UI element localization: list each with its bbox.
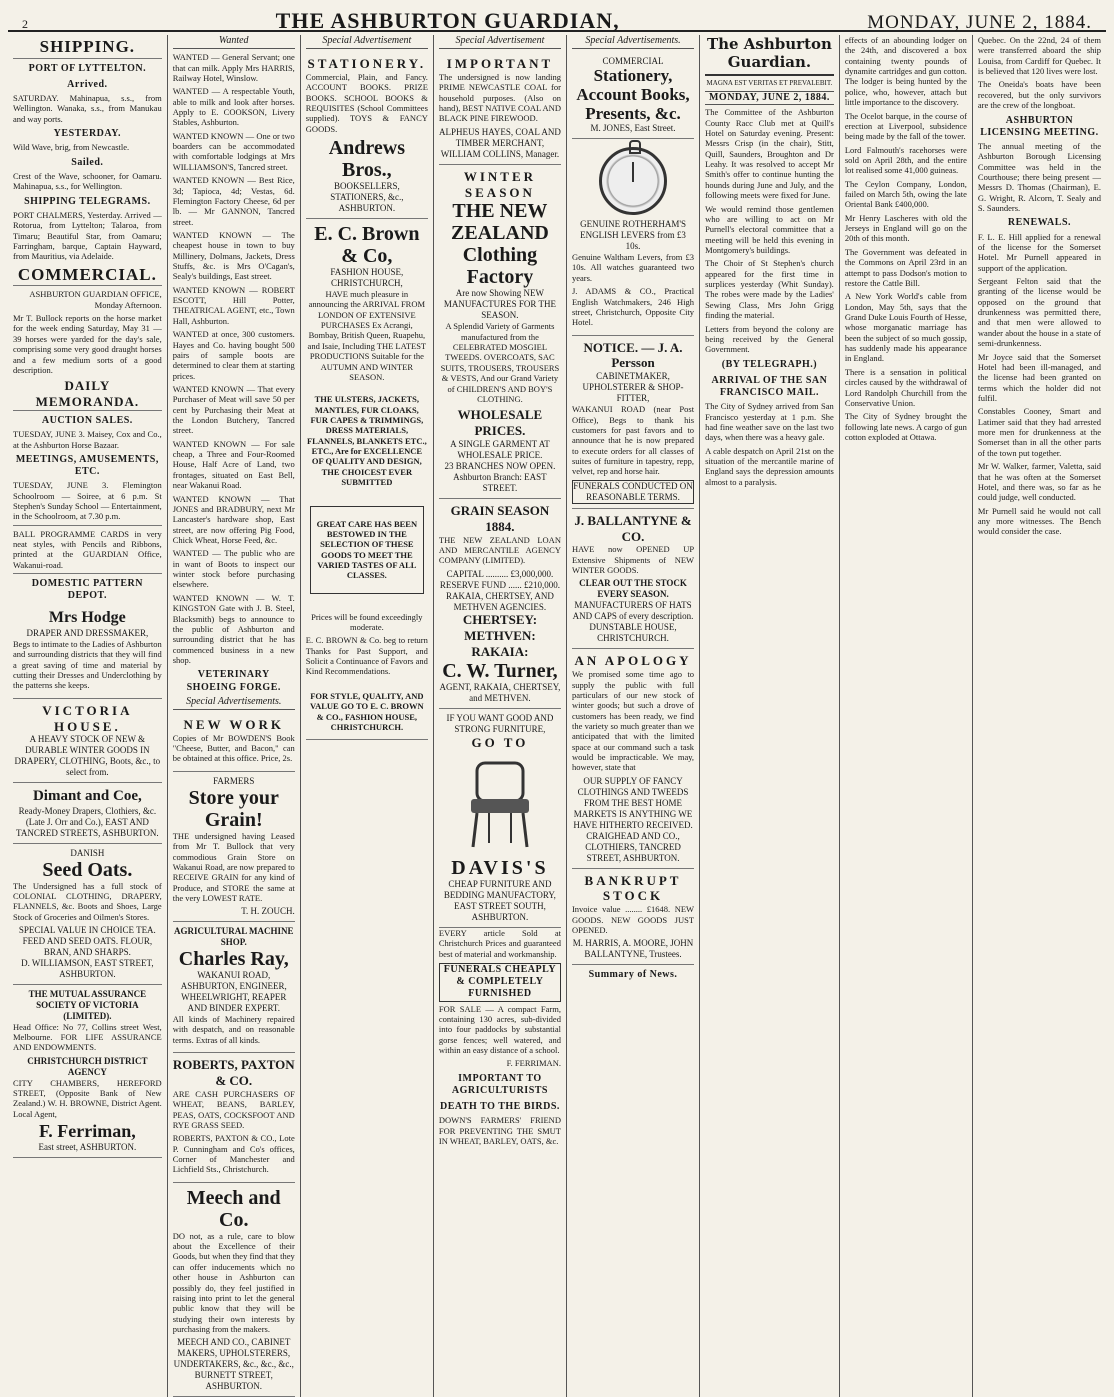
news-paragraph: Quebec. On the 22nd, 24 of them were transferred aboard the ship Louisa, from Cardiff for Quebec. It is believed that 120 lives were lost. — [977, 35, 1101, 77]
column-heading-special-3: Special Advertisements. — [572, 35, 694, 49]
commercial-byline: ASHBURTON GUARDIAN OFFICE, Monday Afternoon. — [29, 289, 162, 310]
arrived-heading: Arrived. — [67, 78, 108, 90]
news-paragraph: Lord Falmouth's racehorses were sold on April 28th, and the entire lot realised some 41,000 guineas. — [844, 144, 967, 176]
roberts-paxton-ad — [173, 1053, 295, 1183]
sf-mail-heading: ARRIVAL OF THE SAN FRANCISCO MAIL. — [711, 374, 828, 398]
special-tea: SPECIAL VALUE IN CHOICE TEA. — [18, 924, 156, 935]
farmers-label: FARMERS — [213, 775, 255, 786]
meech-name: Meech and Co. — [186, 1186, 281, 1231]
turner-sub: AGENT, RAKAIA, CHERTSEY, and METHVEN. — [439, 682, 561, 704]
commercial-text: Mr T. Bullock reports on the horse market for the week ending Saturday, May 31 — 39 horses were yarded for the day's sale, comprising some very good draught horses and a few medium sorts of a good description. — [13, 313, 162, 375]
brown-prices: Prices will be found exceedingly moderate. — [311, 611, 423, 633]
news-paragraph: Mr Henry Lascheres with old the Jerseys in England will go on the 20th of this month. — [844, 212, 967, 244]
jones-stationery-ad — [572, 52, 694, 139]
loan-title: THE NEW ZEALAND LOAN AND MERCANTILE AGENCY COMPANY (LIMITED). — [438, 534, 561, 566]
sailed-heading: Sailed. — [71, 156, 104, 168]
special-ads-heading: Special Advertisements. — [173, 696, 295, 710]
andrews-trade: BOOKSELLERS, STATIONERS, &c., ASHBURTON. — [330, 181, 404, 214]
factory-sub: Are now Showing NEW MANUFACTURES FOR THE SEASON. — [443, 288, 557, 321]
motto: MAGNA EST VERITAS ET PREVALEBIT. — [706, 78, 833, 87]
coal-ad — [439, 52, 561, 165]
column-heading-special: Special Advertisement — [306, 35, 428, 49]
hats-caps: MANUFACTURERS OF HATS AND CAPS of every description. — [572, 600, 694, 622]
ray-trade: WAKANUI ROAD, ASHBURTON, ENGINEER, WHEELWRIGHT, REAPER AND BINDER EXPERT. — [180, 970, 287, 1014]
craighead-sign: CRAIGHEAD AND CO., CLOTHIERS, TANCRED STREET, ASHBURTON. — [585, 830, 681, 863]
victoria-text: A HEAVY STOCK OF NEW & DURABLE WINTER GOODS IN DRAPERY, CLOTHING, Boots, &c., to select from. — [14, 734, 161, 778]
news-paragraph: There is a sensation in political circles caused by the withdrawal of Lord Randolph Churchill from the Conservative Union. — [844, 366, 967, 408]
column-jones — [567, 35, 700, 1397]
stationery-text: Commercial, Plain, and Fancy. ACCOUNT BOOKS. PRIZE BOOKS. SCHOOL BOOKS & REQUISITES (School Committees supplied). TOYS & FANCY GOODS. — [305, 72, 428, 134]
agri-heading: IMPORTANT TO AGRICULTURISTS — [451, 1072, 548, 1097]
branches: 23 BRANCHES NOW OPEN. — [444, 460, 556, 471]
seed-oats-title: Seed Oats. — [42, 858, 133, 881]
apology-text: We promised some time ago to supply the public with full particulars of our new stock of winter goods; but such a drove of customers has been ready, we find the variety so much greater than we anticipated that with the limited space at our command such a task would be impracticable. We may, however, state that — [571, 669, 695, 773]
ballantyne-ad — [572, 509, 694, 650]
branch-address: Ashburton Branch: EAST STREET. — [453, 471, 547, 493]
brown-house: FASHION HOUSE, CHRISTCHURCH, — [330, 267, 404, 289]
meech-text: DO not, as a rule, care to blow about the Excellence of their Goods, but when they find that they can offer inducements which no other house in Ashburton can possibly do, they feel justified in raising into print to let the general public know that they will be studying their own interests by purchasing from the makers. — [172, 1230, 295, 1334]
wanted-ad: WANTED KNOWN — That JONES and BRADBURY, next Mr Lancaster's hardware shop, East street, are now offering Pig Food, Chick Wheat, Horse Feed, &c. — [172, 493, 295, 545]
district-text: CITY CHAMBERS, HEREFORD STREET, (Opposite Bank of New Zealand.) W. H. BROWNE, District Agent. Local Agent, — [13, 1077, 162, 1119]
sailed-text: Crest of the Wave, schooner, for Oamaru. Mahinapua, s.s., for Wellington. — [13, 170, 162, 192]
ray-ad — [173, 922, 295, 1053]
brown-list: THE ULSTERS, JACKETS, MANTLES, FUR CLOAKS, FUR CAPES & TRIMMINGS, DRESS MATERIALS, FLANNELS, BLANKETS ETC., ETC., Are for EXCELLENCE OF QUALITY AND DESIGN, THE CHOICEST EVER SUBMITTED — [306, 394, 427, 488]
brown-style: FOR STYLE, QUALITY, AND VALUE GO TO E. C. BROWN & CO., FASHION HOUSE, CHRISTCHURCH. — [310, 690, 424, 732]
notice-text: WAKANUI ROAD (near Post Office), Begs to thank his customers for past favors and to announce that he is now prepared to execute orders for all classes of suites of furniture in tapestry, repp, velvet, rep and horse hair. — [571, 404, 695, 477]
hodge-name: Mrs Hodge — [48, 609, 126, 627]
column-heading-wanted: Wanted — [173, 35, 295, 49]
column-editorial — [700, 35, 840, 1397]
ferriman-sign: F. FERRIMAN. — [506, 1058, 561, 1069]
meetings-text: TUESDAY, JUNE 3. Flemington Schoolroom — Soiree, at 6 p.m. St Stephen's Sunday School — Entertainment, in the Schoolroom, at 7.30 p.m. — [13, 480, 162, 522]
wanted-ad: WANTED KNOWN — The cheapest house in town to buy Millinery, Dolmans, Jackets, Dress Stuffs, &c. is Mrs O'Cagan's, Sealy's buildings, East street. — [172, 229, 295, 282]
ball-cards-ad: BALL PROGRAMME CARDS in very neat styles, with Pencils and Ribbons, printed at the GUARDIAN Office, Wakanui-road. — [13, 528, 162, 570]
brown-box — [310, 506, 424, 594]
hodge-ad — [13, 604, 162, 698]
renewals-heading: RENEWALS. — [1007, 217, 1072, 229]
mutual-title: THE MUTUAL ASSURANCE SOCIETY OF VICTORIA (LIMITED). — [28, 988, 147, 1021]
new-work-title: NEW WORK — [183, 716, 284, 732]
single-garment: A SINGLE GARMENT AT WHOLESALE PRICE. — [450, 438, 550, 460]
news-paragraph: The Oneida's boats have been recovered, but the only survivors are the crew of the longboat. — [977, 79, 1101, 111]
stationery-ad — [306, 52, 428, 219]
pocket-watch-illustration — [599, 147, 667, 215]
factory-text: A Splendid Variety of Garments manufactured from the CELEBRATED MOSGIEL TWEEDS. OVERCOATS, SAC SUITS, TROUSERS, TROUSERS & VESTS, And our Grand Variety of CHILDREN'S AND BOY'S CLOTHING. — [440, 321, 560, 404]
waltham-text: Genuine Waltham Levers, from £3 10s. All watches guaranteed two years. — [571, 252, 695, 283]
licensing-text: The annual meeting of the Ashburton Borough Licensing Committee was held in the Courthouse; there being present — Messrs D. Thomas (Chairman), E. G. Wright, R. Alcorn, T. Sealy and S. Saunders. — [977, 140, 1101, 214]
telegrams-heading: SHIPPING TELEGRAMS. — [24, 195, 151, 207]
meech-footer: MEECH AND CO., CABINET MAKERS, UPHOLSTERERS, UNDERTAKERS, &c., &c., &c., BURNETT STREET, ASHBURTON. — [173, 1337, 294, 1392]
want-furniture: IF YOU WANT GOOD AND STRONG FURNITURE, — [446, 713, 554, 734]
apology-title: AN APOLOGY — [574, 653, 692, 669]
licensing-paragraph: Constables Cooney, Smart and Latimer said that they had arrested more men for drunkenness at the Somerset than in all the other parts of the town put together. — [977, 406, 1101, 458]
auction-text: TUESDAY, JUNE 3. Maisey, Cox and Co., at the Ashburton Horse Bazaar. — [13, 429, 162, 450]
smut-text: DOWN'S FARMERS' FRIEND FOR PREVENTING THE SMUT IN WHEAT, BARLEY, OATS, &c. — [438, 1115, 561, 1147]
andrews-name: Andrews Bros., — [328, 137, 405, 182]
turner-name: C. W. Turner, — [442, 660, 558, 683]
danish-label: DANISH — [70, 847, 105, 858]
wholesale-title: WHOLESALE PRICES. — [457, 407, 543, 439]
davis-name: DAVIS'S — [451, 857, 549, 880]
news-paragraph: A New York World's cable from London, May 5th, says that the Grand Duke Louis Fourth of Hesse, whose morganatic marriage has been the subject of so much gossip, has suddenly made his appearance in England. — [844, 291, 967, 364]
bankrupt-ad — [572, 869, 694, 966]
store-grain-text: THE undersigned having Leased from Mr T. Bullock that very commodious Grain Store on Wakanui Road, are now prepared to RECEIVE GRAIN for any kind of Produce, and STORE the same at the very LOWEST RATE. — [172, 830, 295, 903]
bankrupt-text: Invoice value ........ £1648. NEW GOODS. NEW GOODS JUST OPENED. — [571, 904, 695, 935]
commercial-label: COMMERCIAL — [602, 56, 664, 67]
ray-text: All kinds of Machinery repaired with despatch, and on reasonable terms. Extras of all kinds. — [172, 1014, 295, 1045]
editorial-date: MONDAY, JUNE 2, 1884. — [705, 91, 834, 105]
masthead — [8, 6, 1106, 32]
news-paragraph: The Ceylon Company, London, failed on March 5th, owing the late Oriental Bank £400,000. — [844, 178, 967, 210]
dimant-name: Dimant and Coe, — [32, 788, 142, 805]
victoria-title: VICTORIA HOUSE. — [42, 702, 133, 734]
column-clothing — [434, 35, 567, 1397]
summary-heading: Summary of News. — [588, 969, 678, 981]
hodge-text: Begs to intimate to the Ladies of Ashburton and surrounding districts that they will find a great saving of time and material by cutting their Dresses and Underclothing by the patterns she keeps. — [13, 638, 162, 691]
methven: METHVEN: — [464, 628, 536, 644]
licensing-paragraph: Mr W. Walker, farmer, Valetta, said that he was often at the Somerset Hotel, and there was, so far as he could judge, well conducted. — [977, 461, 1101, 503]
brown-text: HAVE much pleasure in announcing the ARRIVAL FROM LONDON OF EXTENSIVE PURCHASES Ex Acrangi, Bombay, British Queen, Ruapehu, and Isaie, Including THE LATEST PRODUCTIONS Suitable for the AUTUMN AND WINTER SEASON. — [307, 289, 427, 382]
news-paragraph: The City of Sydney brought the following late news. A cargo of gun cotton exploded at Ottawa. — [844, 411, 967, 442]
apology-ad — [572, 649, 694, 868]
dimant-text: Ready-Money Drapers, Clothiers, &c. (Late J. Orr and Co.), EAST AND TANCRED STREETS, ASHBURTON. — [16, 805, 159, 838]
winter-season: WINTER SEASON — [463, 168, 537, 200]
auction-heading: AUCTION SALES. — [41, 414, 133, 426]
editorial-paragraph: The Choir of St Stephen's church appeared for the first time in surplices yesterday (Whit Sunday). The robes were made by the Ladies' Sewing Class, Mrs John Grigg finding the material. — [705, 258, 834, 321]
roberts-title: ROBERTS, PAXTON & CO. — [172, 1057, 295, 1089]
telegrams-text: PORT CHALMERS, Yesterday. Arrived — Rotorua, from Lyttelton; Talaroa, from Timaru; Beautiful Star, from Oamaru; Farringham, barque, Captain Hayward, from Mauritius, via Adelaide. — [13, 209, 162, 262]
trustees: M. HARRIS, A. MOORE, JOHN BALLANTYNE, Trustees. — [572, 938, 694, 960]
yesterday-text: Wild Wave, brig, from Newcastle. — [13, 142, 130, 153]
brown-footer: E. C. BROWN & Co. beg to return Thanks for Past Support, and Solicit a Continuance of Favors and Kind Recommendations. — [305, 635, 428, 677]
alpheus-sign: ALPHEUS HAYES, COAL AND TIMBER MERCHANT, WILLIAM COLLINS, Manager. — [439, 126, 561, 159]
column-news — [840, 35, 973, 1397]
every-article: EVERY article Sold at Christchurch Prices and guaranteed best of material and workmanship. — [438, 928, 561, 959]
go-to: GO TO — [471, 734, 529, 750]
mutual-assurance-ad — [13, 985, 162, 1158]
chair-illustration — [457, 755, 543, 851]
ballantyne-name: J. BALLANTYNE & CO. — [574, 512, 692, 544]
funerals-reasonable: FUNERALS CONDUCTED ON REASONABLE TERMS. — [573, 480, 693, 502]
news-paragraph: The Government was defeated in the Commons on April 23rd in an attempt to pass Dodson's motion to restore the Cattle Bill. — [844, 246, 967, 288]
dimant-ad — [13, 783, 162, 843]
agencies: RAKAIA, CHERTSEY, AND METHVEN AGENCIES. — [446, 590, 554, 612]
issue-date: MONDAY, JUNE 2, 1884. — [867, 12, 1092, 33]
wanted-ad: WANTED KNOWN — Best Rice, 3d; Tapioca, 4d; Vestas, 6d. Flemington Factory Cheese, 6d per lb. — Mr GANNON, Tancred street. — [172, 175, 295, 227]
port-heading: PORT OF LYTTELTON. — [28, 62, 147, 74]
clear-out: CLEAR OUT THE STOCK EVERY SEASON. — [579, 578, 687, 600]
dunstable-house: DUNSTABLE HOUSE, CHRISTCHURCH. — [589, 622, 677, 644]
chertsey: CHERTSEY: — [462, 612, 538, 628]
vet-forge-heading: VETERINARY SHOEING FORGE. — [186, 669, 281, 693]
hodge-trade: DRAPER AND DRESSMAKER, — [26, 628, 149, 638]
licensing-paragraph: Mr Joyce said that the Somerset Hotel had been ill-managed, and the license had been granted on terms which the holder did not fulfil. — [977, 351, 1101, 403]
watch-ad — [572, 139, 694, 335]
meech-ad — [173, 1183, 295, 1397]
guardian-masthead: The Ashburton Guardian. — [705, 35, 834, 76]
column-wanted — [168, 35, 301, 1397]
licensing-paragraph: Sergeant Felton said that the granting of the license would be opposed on the ground that drunkenness was permitted there, and that men were allowed to wander about the house in a state of semi-drunkenness. — [977, 276, 1101, 349]
wanted-ad: WANTED at once, 300 customers. Hayes and Co. having bought 500 pairs of sample boots are determined to clear them at starting prices. — [172, 329, 295, 381]
page-number: 2 — [22, 17, 28, 31]
bankrupt-title: BANKRUPT STOCK — [584, 872, 682, 904]
wanted-ad: WANTED KNOWN — One or two boarders can be accommodated with comfortable lodgings at Mrs WILLIAMSON'S, Tancred street. — [172, 130, 295, 172]
wanted-ad: WANTED KNOWN — For sale cheap, a Three and Four-Roomed House, Half Acre of Land, two frontages, situated on East Bell, near Wakanui Road. — [172, 438, 295, 491]
editorial-paragraph: Letters from beyond the colony are being received by the General Government. — [705, 323, 834, 355]
roberts-footer: ROBERTS, PAXTON & CO., Lote P. Cunningham and Co's offices, Corner of Manchester and Lichfield Sts., Christchurch. — [172, 1133, 295, 1175]
wanted-ad: WANTED KNOWN — W. T. KINGSTON Gate with J. B. Steel, Blacksmith) begs to announce to the public of Ashburton and surrounding district that he has commenced business in a new shop. — [172, 592, 295, 665]
yesterday-heading: YESTERDAY. — [53, 128, 122, 140]
section-heading-daily: DAILY MEMORANDA. — [13, 378, 162, 411]
meetings-heading: MEETINGS, AMUSEMENTS, ETC. — [15, 453, 159, 478]
column-brown — [301, 35, 434, 1397]
sf-mail-text: The City of Sydney arrived from San Francisco yesterday at 1 p.m. She had fine weather save on the last two days, when there was a heavy gale. — [705, 401, 834, 443]
news-paragraph: The Ocelot barque, in the course of erection at Liverpool, subsidence being made by the fall of the tower. — [844, 110, 967, 142]
wanted-ad: WANTED — General Servant; one that can milk. Apply Mrs HARRIS, Railway Hotel, Winslow. — [172, 52, 295, 83]
ferriman-address: East street, ASHBURTON. — [38, 1141, 137, 1152]
supply-text: OUR SUPPLY OF FANCY CLOTHINGS AND TWEEDS FROM THE BEST HOME MARKETS IS ANYTHING WE HAVE HITHERTO RECEIVED. — [573, 775, 693, 830]
feed-oats: FEED AND SEED OATS. FLOUR, BRAN, AND SHARPS. — [22, 935, 153, 957]
rotherham-levers: GENUINE ROTHERHAM'S ENGLISH LEVERS from £3 10s. — [580, 219, 686, 252]
rakaia: RAKAIA: — [471, 644, 529, 660]
important-title: IMPORTANT — [446, 56, 554, 72]
grain-season-ad — [439, 499, 561, 709]
section-heading-shipping: SHIPPING. — [13, 37, 162, 59]
clothing-factory-ad — [439, 165, 561, 499]
column-licensing — [973, 35, 1106, 1397]
farm-for-sale: FOR SALE — A compact Farm, containing 130 acres, sub-divided into four paddocks by substantial gorse fences; well watered, and within an easy distance of a school. — [438, 1003, 561, 1056]
jones-title: Stationery, Account Books, Presents, &c. — [576, 66, 690, 123]
editorial-paragraph: A cable despatch on April 21st on the situation of the mercantile marine of England says the depression amounts almost to a paralysis. — [705, 445, 834, 487]
telegraph-heading: (BY TELEGRAPH.) — [721, 358, 818, 370]
davis-sub: CHEAP FURNITURE AND BEDDING MANUFACTORY, EAST STREET SOUTH, ASHBURTON. — [443, 879, 556, 923]
agri-shop-title: AGRICULTURAL MACHINE SHOP. — [174, 926, 294, 948]
factory-title: THE NEW ZEALAND Clothing Factory — [451, 200, 549, 289]
section-heading-commercial: COMMERCIAL. — [13, 265, 162, 287]
jones-address: M. JONES, East Street. — [590, 123, 676, 134]
davis-ad — [439, 709, 561, 928]
new-work-ad — [173, 713, 295, 772]
seed-oats-text: The Undersigned has a full stock of COLONIAL CLOTHING, DRAPERY, FLANNELS, &c. Boots and Shoes, Large Stock of Groceries and Oilmen's Stores. — [13, 880, 162, 922]
ferriman-name: F. Ferriman, — [38, 1121, 136, 1142]
wanted-ad: WANTED KNOWN — ROBERT ESCOTT, Hill Potter, THEATRICAL AGENT, etc., Town Hall, Ashburton. — [172, 284, 295, 326]
brown-name: E. C. Brown & Co, — [314, 223, 420, 268]
stationery-title: STATIONERY. — [307, 56, 427, 72]
columns — [8, 35, 1106, 1392]
depot-heading: DOMESTIC PATTERN DEPOT. — [31, 578, 143, 602]
arrived-text: SATURDAY. Mahinapua, s.s., from Wellington. Wanaka, s.s., from Manukau and way ports. — [13, 93, 162, 124]
brown-box-text: GREAT CARE HAS BEEN BESTOWED IN THE SELECTION OF THESE GOODS TO MEET THE VARIED TASTES OF ALL CLASSES. — [316, 518, 418, 581]
mutual-text: Head Office: No 77, Collins street West, Melbourne. FOR LIFE ASSURANCE AND ENDOWMENTS. — [13, 1021, 162, 1053]
roberts-text: ARE CASH PURCHASERS OF WHEAT, BEANS, BARLEY, PEAS, OATS, COCKSFOOT AND RYE GRASS SEED. — [172, 1088, 295, 1130]
wanted-ad: WANTED KNOWN — That every Purchaser of Meat will save 50 per cent by Purchasing their Meat at the London Butchery, Tancred street. — [172, 383, 295, 436]
district-title: CHRISTCHURCH DISTRICT AGENCY — [27, 1055, 148, 1077]
grain-store-ad — [173, 772, 295, 922]
ballantyne-text: HAVE now OPENED UP Extensive Shipments of NEW WINTER GOODS. — [571, 544, 695, 576]
editorial-paragraph: The Committee of the Ashburton County Racc Club met at Quill's Hotel on Saturday evening. Present: Messrs Crisp (in the chair), Stitt, Quill, Saunders, Broughton and Dr Leahy. It was resolved to accept Mr Smith's offer to continue hunting the hounds during June and July, and the following meets were fixed for June. — [705, 107, 834, 201]
williamson-sign: D. WILLIAMSON, EAST STREET, ASHBURTON. — [21, 957, 154, 979]
grain-title: GRAIN SEASON 1884. — [450, 502, 550, 534]
victoria-house-ad — [13, 699, 162, 784]
editorial-paragraph: We would remind those gentlemen who are willing to act on Mr Purnell's electoral committee that a meeting will be held this evening in Montgomery's buildings. — [705, 203, 834, 255]
death-birds: DEATH TO THE BIRDS. — [439, 1101, 560, 1113]
renewals-text: F. L. E. Hill applied for a renewal of the license for the Somerset Hotel. Mr Purnell appeared in support of the application. — [977, 231, 1101, 273]
newspaper-title: THE ASHBURTON GUARDIAN, — [275, 8, 620, 33]
funerals-label: FUNERALS CHEAPLY & COMPLETELY FURNISHED — [439, 963, 561, 1002]
adams-sign: J. ADAMS & CO., Practical English Watchmakers, 246 High street, Christchurch, Opposite City Hotel. — [571, 286, 695, 328]
news-paragraph: effects of an abounding lodger on the 24th, and discovered a box containing twenty pounds of dynamite cartridges and gun cotton. The lodger is being hunted by the police, who, however, attach but little importance to the discovery. — [844, 35, 967, 108]
brown-fashion-ad — [306, 219, 428, 740]
coal-text: The undersigned is now landing PRIME NEWCASTLE COAL for household purposes. (Also on hand), BEST NATIVE COAL AND BLACK PINE FIREWOOD. — [438, 72, 561, 124]
ray-name: Charles Ray, — [178, 948, 289, 971]
seed-oats-ad — [13, 844, 162, 985]
notice-title: NOTICE. — J. A. Persson — [583, 339, 683, 371]
persson-ad — [572, 336, 694, 509]
capital: CAPITAL .......... £3,000,000. RESERVE FUND ...... £210,000. — [439, 568, 560, 590]
zouch-sign: T. H. ZOUCH. — [241, 906, 295, 917]
wanted-ad: WANTED — A respectable Youth, able to milk and look after horses. Apply to E. COOKSON, Livery Stables, Ashburton. — [172, 86, 295, 128]
wanted-ad: WANTED — The public who are in want of Boots to inspect our winter stock before purchasing elsewhere. — [172, 548, 295, 590]
licensing-paragraph: Mr Purnell said he would not call any more witnesses. The Bench would consider the case. — [977, 505, 1101, 537]
notice-trade: CABINETMAKER, UPHOLSTERER & SHOP-FITTER, — [582, 371, 684, 404]
licensing-heading: ASHBURTON LICENSING MEETING. — [980, 114, 1099, 138]
store-grain-title: Store your Grain! — [188, 786, 279, 831]
column-heading-special-2: Special Advertisement — [439, 35, 561, 49]
column-shipping — [8, 35, 168, 1397]
new-work-text: Copies of Mr BOWDEN'S Book "Cheese, Butter, and Bacon," can be obtained at this office. Price, 2s. — [172, 732, 295, 764]
